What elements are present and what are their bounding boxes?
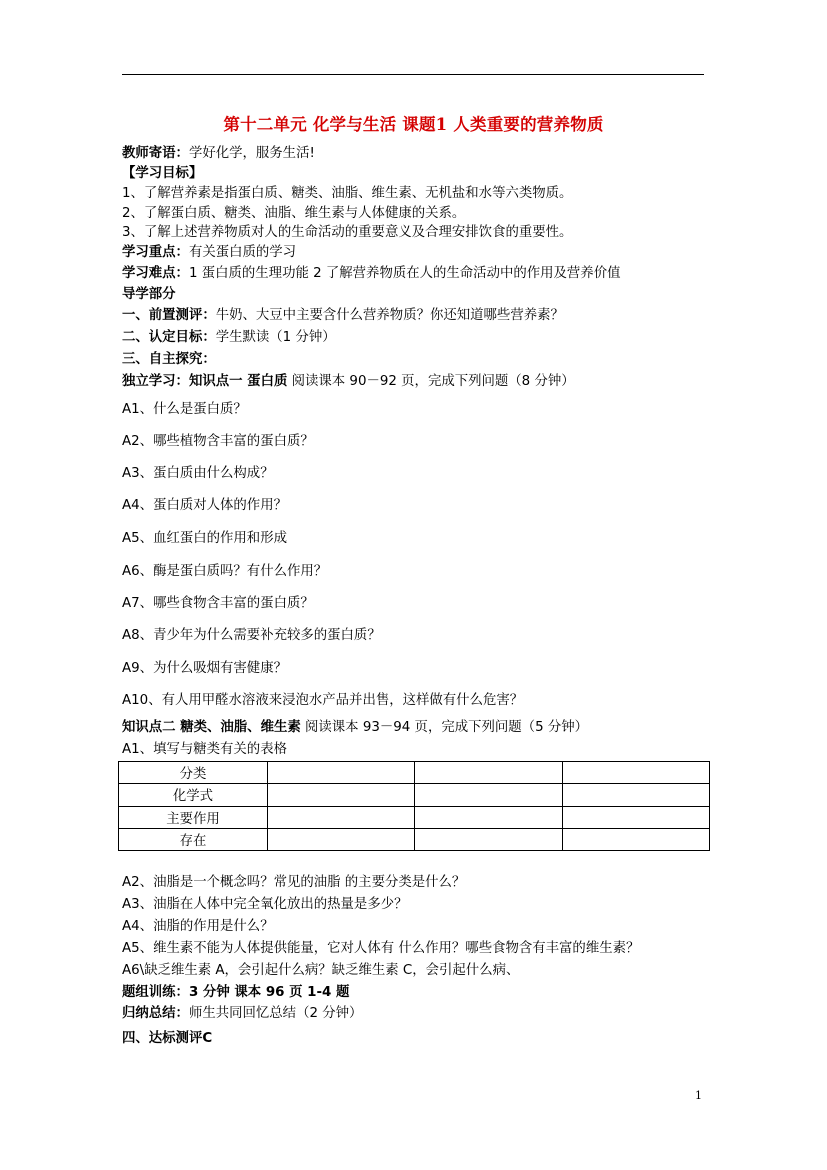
- carbohydrate-table: [118, 761, 710, 851]
- table-cell: [415, 762, 562, 784]
- summary-label: 归纳总结：: [122, 1006, 189, 1021]
- kp1-text: 阅读课本 90－92 页，完成下列问题（8 分钟）: [287, 374, 575, 389]
- motto-text: 学好化学，服务生活!: [188, 146, 315, 161]
- table-row: [119, 762, 710, 784]
- test-heading: 四、达标测评C: [122, 1031, 213, 1046]
- table-row: [119, 828, 710, 850]
- question-item: A1、什么是蛋白质？: [122, 402, 247, 417]
- kp2-text: 阅读课本 93－94 页，完成下列问题（5 分钟）: [300, 720, 589, 735]
- guide-heading: 导学部分: [122, 287, 176, 302]
- page-number: 1: [695, 1089, 702, 1102]
- step-line: [122, 308, 564, 324]
- table-row: [119, 806, 710, 828]
- goals-heading: 【学习目标】: [122, 166, 203, 181]
- question-item: A3、油脂在人体中完全氧化放出的热量是多少？: [122, 897, 408, 912]
- header-rule: [122, 74, 704, 75]
- summary-text: 师生共同回忆总结（2 分钟）: [188, 1006, 363, 1021]
- table-intro: A1、填写与糖类有关的表格: [122, 742, 287, 757]
- goal-item: 1、了解营养素是指蛋白质、糖类、油脂、维生素、无机盐和水等六类物质。: [122, 186, 573, 201]
- table-header-cell: 化学式: [119, 784, 268, 806]
- difficulty-line: [122, 266, 620, 282]
- question-item: A5、血红蛋白的作用和形成: [122, 531, 287, 546]
- table-cell: [268, 762, 415, 784]
- step-line: [122, 352, 216, 368]
- motto-line: [122, 146, 315, 162]
- question-item: A4、油脂的作用是什么？: [122, 919, 274, 934]
- difficulty-text: 1 蛋白质的生理功能 2 了解营养物质在人的生命活动中的作用及营养价值: [188, 266, 621, 281]
- kp1-label: 独立学习：知识点一 蛋白质: [122, 374, 288, 389]
- knowledge-point-2: [122, 720, 588, 736]
- table-cell: [268, 806, 415, 828]
- motto-label: 教师寄语：: [122, 146, 189, 161]
- key-point-line: [122, 245, 296, 261]
- question-item: A6、酶是蛋白质吗？有什么作用？: [122, 564, 328, 579]
- question-item: A7、哪些食物含丰富的蛋白质？: [122, 596, 314, 611]
- table-header-cell: 分类: [119, 762, 268, 784]
- question-item: A6\缺乏维生素 A，会引起什么病？缺乏维生素 C，会引起什么病、: [122, 963, 520, 978]
- knowledge-point-1: [122, 374, 575, 390]
- goal-item: 3、了解上述营养物质对人的生命活动的重要意义及合理安排饮食的重要性。: [122, 225, 573, 240]
- difficulty-label: 学习难点：: [122, 266, 189, 281]
- page-title: 第十二单元 化学与生活 课题1 人类重要的营养物质: [223, 115, 604, 134]
- step-label: 三、自主探究：: [122, 352, 216, 367]
- table-cell: [415, 828, 562, 850]
- key-point-label: 学习重点：: [122, 245, 189, 260]
- question-item: A10、有人用甲醛水溶液来浸泡水产品并出售，这样做有什么危害？: [122, 693, 524, 708]
- table-header-cell: 存在: [119, 828, 268, 850]
- step-label: 二、认定目标：: [122, 330, 216, 345]
- question-item: A2、油脂是一个概念吗？常见的油脂 的主要分类是什么？: [122, 875, 466, 890]
- table-cell: [562, 828, 709, 850]
- table-cell: [415, 806, 562, 828]
- table-row: [119, 784, 710, 806]
- step-text: 学生默读（1 分钟）: [215, 330, 336, 345]
- goal-item: 2、了解蛋白质、糖类、油脂、维生素与人体健康的关系。: [122, 206, 466, 221]
- table-cell: [268, 828, 415, 850]
- table-header-cell: 主要作用: [119, 806, 268, 828]
- kp2-label: 知识点二 糖类、油脂、维生素: [122, 720, 301, 735]
- question-item: A2、哪些植物含丰富的蛋白质？: [122, 434, 314, 449]
- summary-line: [122, 1006, 362, 1022]
- question-item: A5、维生素不能为人体提供能量，它对人体有 什么作用？哪些食物含有丰富的维生素？: [122, 941, 640, 956]
- table-cell: [562, 762, 709, 784]
- step-line: [122, 330, 336, 346]
- question-item: A9、为什么吸烟有害健康？: [122, 661, 287, 676]
- key-point-text: 有关蛋白质的学习: [188, 245, 297, 260]
- table-cell: [268, 784, 415, 806]
- table-cell: [562, 806, 709, 828]
- question-item: A3、蛋白质由什么构成？: [122, 466, 274, 481]
- practice-line: 题组训练：3 分钟 课本 96 页 1-4 题: [122, 985, 350, 1000]
- table-cell: [562, 784, 709, 806]
- step-text: 牛奶、大豆中主要含什么营养物质？你还知道哪些营养素？: [215, 308, 564, 323]
- question-item: A4、蛋白质对人体的作用？: [122, 498, 287, 513]
- question-item: A8、青少年为什么需要补充较多的蛋白质？: [122, 628, 381, 643]
- table-cell: [415, 784, 562, 806]
- step-label: 一、前置测评：: [122, 308, 216, 323]
